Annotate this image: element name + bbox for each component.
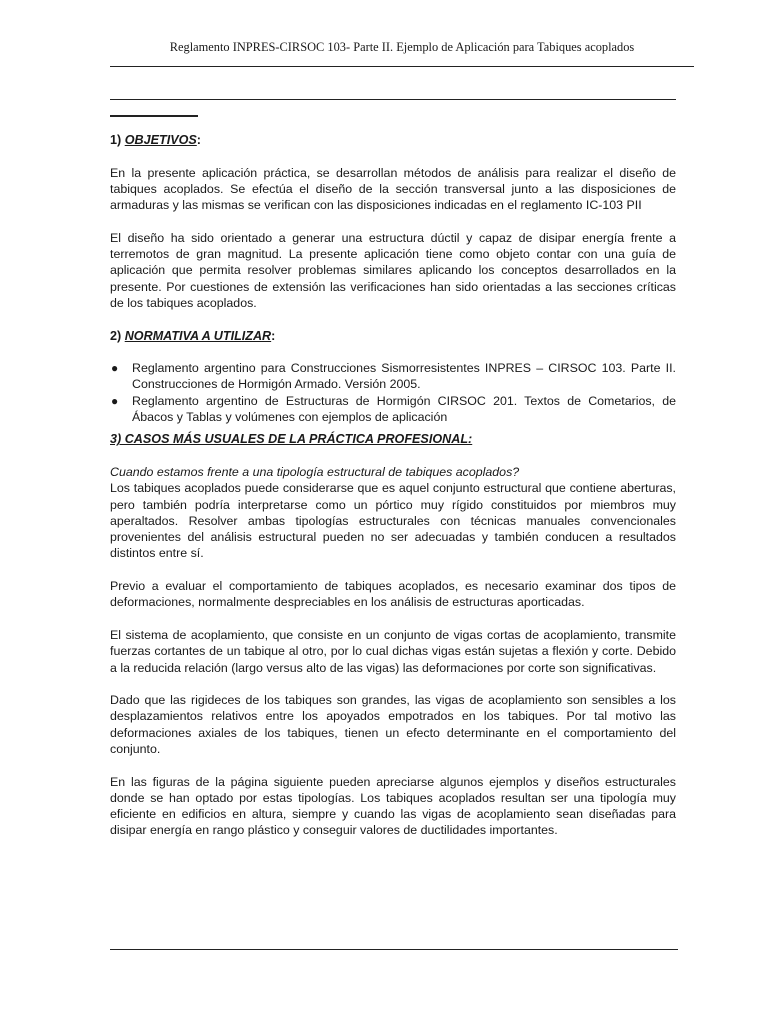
list-item: [110, 393, 676, 426]
list-item-text: Reglamento argentino para Construcciones Sismorresistentes INPRES – CIRSOC 103. Parte II. Construcciones de Hormigón Armado. Versión 2005.: [132, 361, 676, 392]
section-1-title: OBJETIVOS: [124, 133, 197, 147]
section-1-heading: [110, 132, 676, 148]
section-1-number: 1): [110, 133, 125, 147]
regulations-list: [110, 360, 676, 425]
section-2-title: NORMATIVA A UTILIZAR: [124, 328, 272, 343]
section-1-suffix: :: [196, 133, 201, 147]
section-3-paragraph: El sistema de acoplamiento, que consiste en un conjunto de vigas cortas de acoplamiento, transmite fuerzas cortantes de un tabique al otro, por lo cual dichas vigas están sujetas a flexión y corte. Debido a la reducida relación (largo versus alto de las vigas) las deformaciones por corte son significativas.: [110, 627, 676, 675]
list-item: [110, 360, 676, 393]
header-divider: [110, 66, 694, 67]
section-3-paragraph: Previo a evaluar el comportamiento de tabiques acoplados, es necesario examinar dos tipos de deformaciones, normalmente despreciables en los análisis de estructuras aporticadas.: [110, 579, 676, 610]
page-header: Reglamento INPRES-CIRSOC 103- Parte II. Ejemplo de Aplicación para Tabiques acoplados: [169, 40, 635, 54]
section-3-question: Cuando estamos frente a una tipología estructural de tabiques acoplados?: [110, 464, 520, 479]
section-1-paragraph: En la presente aplicación práctica, se desarrollan métodos de análisis para realizar el diseño de tabiques acoplados. Se efectúa el diseño de la sección transversal junto a las disposiciones de armaduras y las mismas se verifican con las disposiciones indicadas en el reglamento IC-103 PII: [110, 165, 676, 213]
section-3-paragraph: Dado que las rigideces de los tabiques son grandes, las vigas de acoplamiento son sensibles a los desplazamientos relativos entre los apoyados empotrados en los tabiques. Por tal motivo las deformaciones axiales de los tabiques, tienen un efecto determinante en el comportamiento del conjunto.: [110, 693, 676, 756]
bullet-icon: ●: [111, 361, 119, 376]
document-body: [110, 132, 676, 839]
section-2-suffix: :: [271, 328, 276, 343]
section-2-number: 2): [110, 328, 125, 343]
section-1-paragraph: El diseño ha sido orientado a generar una estructura dúctil y capaz de disipar energía frente a terremotos de gran magnitud. La presente aplicación tiene como objeto contar con una guía de aplicación que permita resolver problemas similares aplicando los conceptos desarrollados en la presente. Por cuestiones de extensión las verificaciones han sido orientadas a las secciones críticas de los tabiques acoplados.: [110, 230, 676, 310]
section-2-heading: [110, 328, 676, 344]
short-divider: [110, 115, 198, 117]
footer-divider: [110, 949, 678, 950]
bullet-icon: ●: [111, 393, 119, 408]
section-3-paragraph: Los tabiques acoplados puede considerarse que es aquel conjunto estructural que contiene aberturas, pero también podría interpretarse como un pórtico muy rígido constituidos por miembros muy aperaltados. Resolver ambas tipologías estructurales con técnicas manuales convencionales provenientes del análisis estructural pueden no ser adecuadas y también conducen a resultados distintos entre sí.: [110, 481, 676, 561]
section-3-heading: 3) CASOS MÁS USUALES DE LA PRÁCTICA PROFESIONAL:: [110, 432, 473, 447]
section-3-paragraph: En las figuras de la página siguiente pueden apreciarse algunos ejemplos y diseños estructurales donde se han optado por estas tipologías. Los tabiques acoplados resultan ser una tipología muy eficiente en edificios en altura, siempre y cuando las vigas de acoplamiento sean diseñadas para disipar energía en rango plástico y conseguir valores de ductilidades importantes.: [110, 774, 676, 838]
list-item-text: Reglamento argentino de Estructuras de Hormigón CIRSOC 201. Textos de Cometarios, de Ábacos y Tablas y volúmenes con ejemplos de aplicación: [132, 393, 676, 425]
top-divider: [110, 99, 676, 100]
